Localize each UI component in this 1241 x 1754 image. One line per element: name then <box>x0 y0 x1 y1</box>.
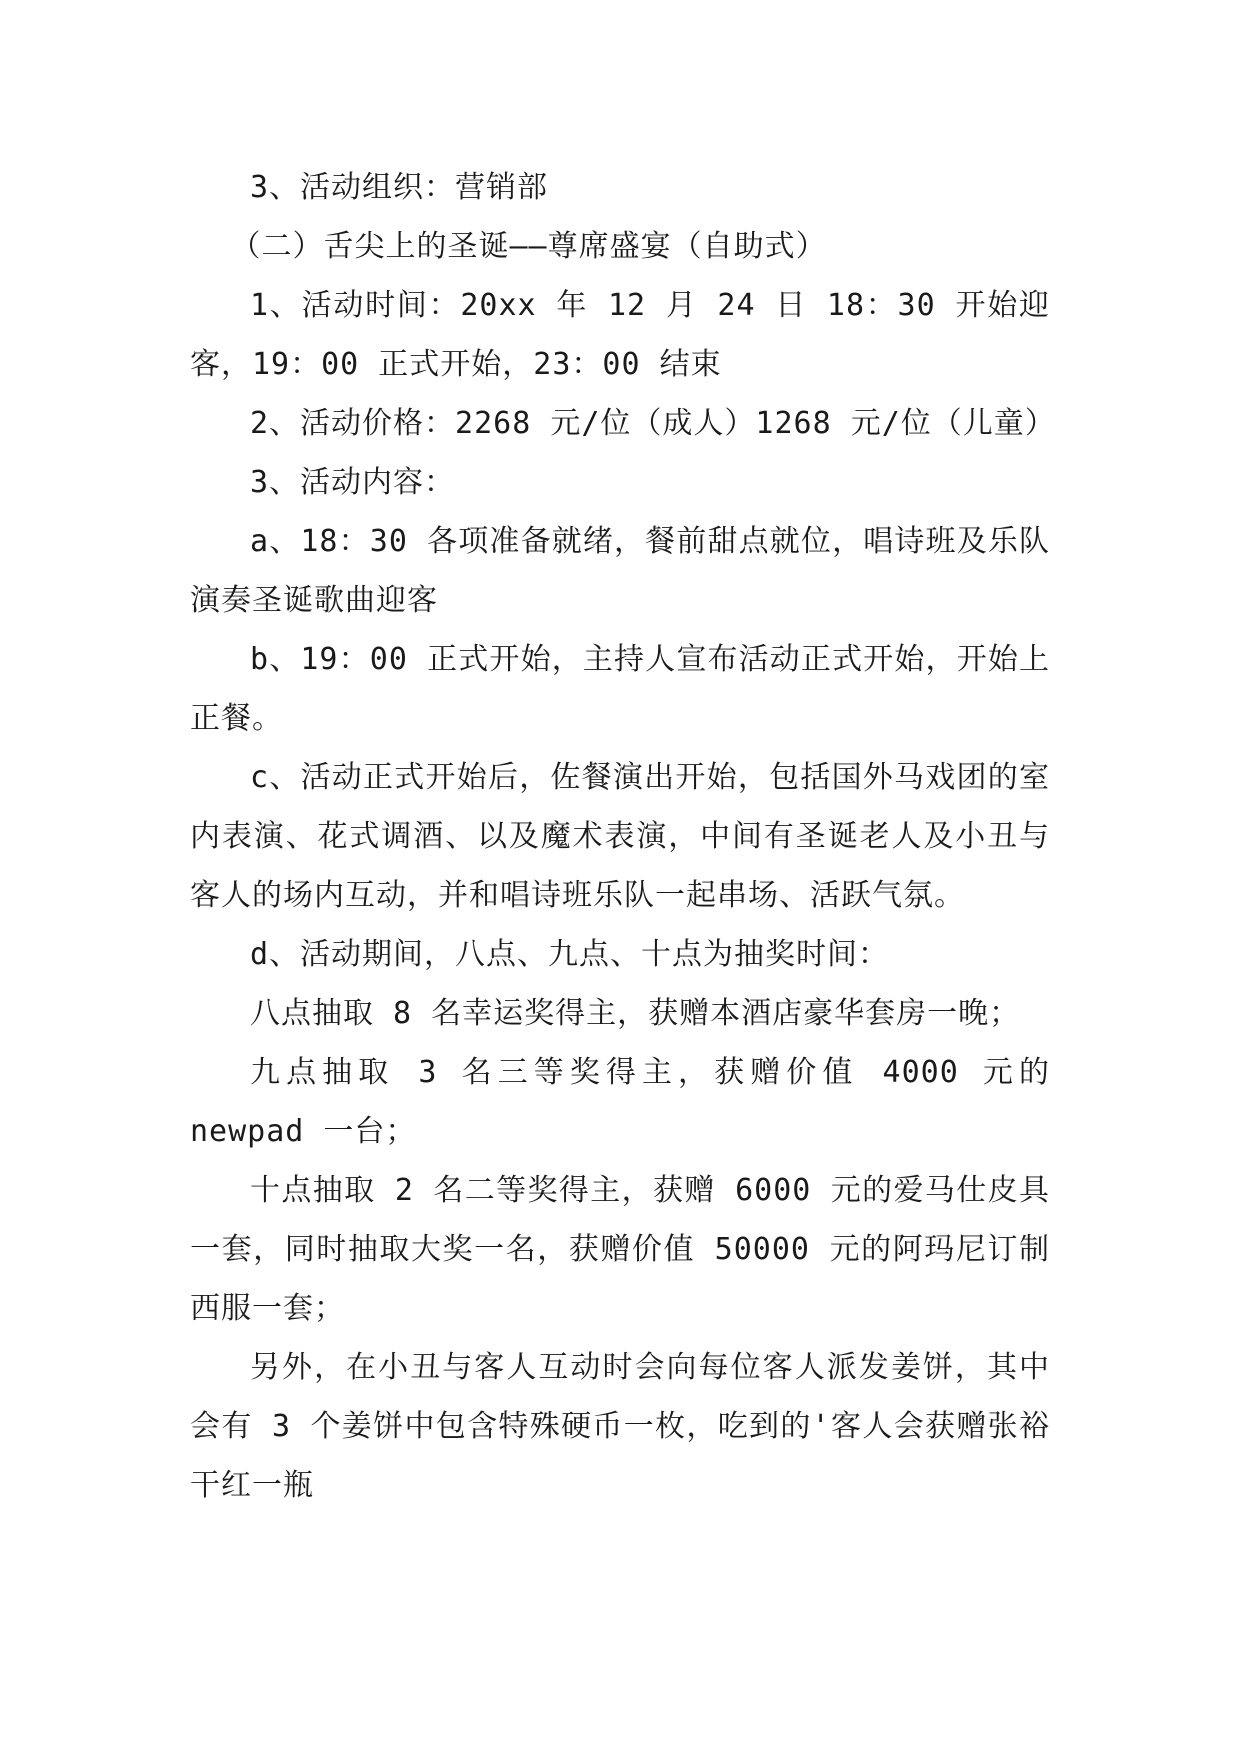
paragraph-item-a: a、18：30 各项准备就绪，餐前甜点就位，唱诗班及乐队演奏圣诞歌曲迎客 <box>190 524 1050 618</box>
paragraph-additional: 另外，在小丑与客人互动时会向每位客人派发姜饼，其中会有 3 个姜饼中包含特殊硬币一枚，吃到的'客人会获赠张裕干红一瓶 <box>190 1350 1050 1503</box>
section-heading: （二）舌尖上的圣诞——尊席盛宴（自助式） <box>230 229 827 264</box>
paragraph-price: 2、活动价格：2268 元/位（成人）1268 元/位（儿童） <box>250 406 1056 441</box>
paragraph-prize-ten: 十点抽取 2 名二等奖得主，获赠 6000 元的爱马仕皮具一套，同时抽取大奖一名，获赠价值 50000 元的阿玛尼订制西服一套； <box>190 1173 1050 1326</box>
document-body <box>190 158 1056 1515</box>
paragraph-time: 1、活动时间：20xx 年 12 月 24 日 18：30 开始迎客，19：00 正式开始，23：00 结束 <box>190 288 1050 382</box>
paragraph-item-c: c、活动正式开始后，佐餐演出开始，包括国外马戏团的室内表演、花式调酒、以及魔术表演，中间有圣诞老人及小丑与客人的场内互动，并和唱诗班乐队一起串场、活跃气氛。 <box>190 760 1050 913</box>
paragraph-item-d: d、活动期间，八点、九点、十点为抽奖时间： <box>250 937 890 972</box>
paragraph-item-b: b、19：00 正式开始，主持人宣布活动正式开始，开始上正餐。 <box>190 642 1050 736</box>
paragraph-organizer: 3、活动组织：营销部 <box>250 170 549 205</box>
paragraph-content-heading: 3、活动内容： <box>250 465 456 500</box>
paragraph-prize-nine: 九点抽取 3 名三等奖得主，获赠价值 4000 元的 newpad 一台； <box>190 1055 1050 1149</box>
paragraph-prize-eight: 八点抽取 8 名幸运奖得主，获赠本酒店豪华套房一晚； <box>250 996 1021 1031</box>
